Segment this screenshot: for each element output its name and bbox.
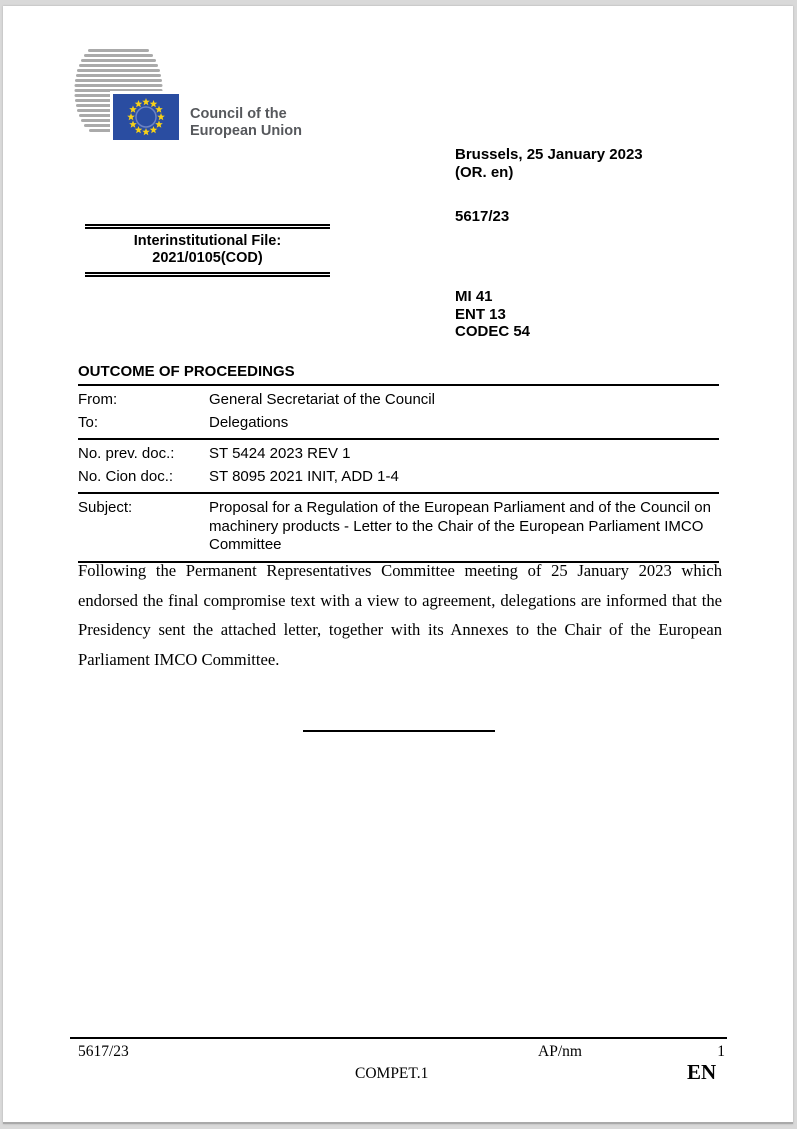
footer-row (70, 1043, 727, 1063)
subject-codes (455, 288, 530, 341)
table-row (78, 497, 719, 557)
subject-label: Subject: (78, 499, 133, 516)
eu-flag (110, 91, 180, 140)
meta-group-doc-refs (78, 440, 719, 494)
to-value: Delegations (209, 413, 289, 431)
to-label: To: (78, 413, 99, 431)
from-value: General Secretariat of the Council (209, 391, 435, 408)
table-row (78, 466, 719, 489)
footer-doc-number: 5617/23 (78, 1043, 129, 1060)
council-eu-logo (74, 47, 184, 140)
cion-doc-value: ST 8095 2021 INIT, ADD 1-4 (209, 467, 399, 485)
org-name-line1: Council of the (190, 106, 287, 122)
footer-unit: COMPET.1 (355, 1065, 429, 1082)
table-row (78, 412, 719, 435)
interinstitutional-file-label: Interinstitutional File: (133, 233, 282, 249)
organization-name (190, 106, 302, 140)
footer-language: EN (687, 1060, 717, 1084)
meta-group-from-to (78, 386, 719, 440)
interinstitutional-file-number: 2021/0105(COD) (152, 250, 263, 266)
code-ent: ENT 13 (455, 305, 506, 323)
subject-value: Proposal for a Regulation of the European Parliament and of the Council on machinery products - Letter to the Chair of the European Parliament IMCO Committee (209, 499, 711, 553)
prev-doc-value: ST 5424 2023 REV 1 (209, 445, 351, 462)
document-type-title: OUTCOME OF PROCEEDINGS (78, 363, 719, 386)
section-divider-rule (303, 730, 495, 732)
footer-rule (70, 1037, 727, 1039)
place-date: Brussels, 25 January 2023 (455, 146, 643, 163)
table-row (78, 389, 719, 412)
original-language: (OR. en) (455, 164, 514, 181)
footer-page-number: 1 (717, 1043, 725, 1060)
org-name-line2: European Union (190, 123, 302, 139)
footer-initials: AP/nm (538, 1043, 582, 1060)
cion-doc-label: No. Cion doc.: (78, 467, 174, 485)
interinstitutional-file-box (85, 224, 330, 277)
place-date-block (455, 146, 643, 182)
table-row (78, 443, 719, 466)
document-meta-table (78, 363, 719, 563)
prev-doc-label: No. prev. doc.: (78, 445, 175, 462)
body-paragraph: Following the Permanent Representatives Committee meeting of 25 January 2023 which endorsed the final compromise text with a view to agreement, delegations are informed that the Presidency sent the attached letter, together with its Annexes to the Chair of the European Parliament IMCO Committee. (78, 561, 722, 669)
meta-group-subject (78, 494, 719, 563)
code-mi: MI 41 (455, 288, 493, 305)
document-number: 5617/23 (455, 208, 510, 225)
code-codec: CODEC 54 (455, 323, 531, 340)
from-label: From: (78, 391, 118, 408)
